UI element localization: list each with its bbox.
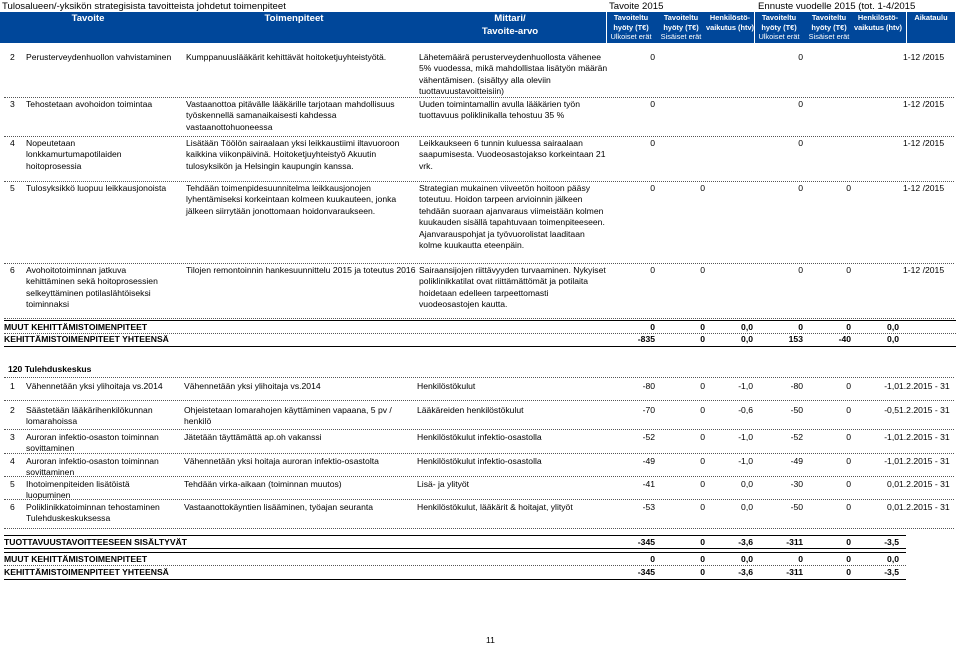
row-value: 0 (700, 502, 705, 512)
row-value: 0 (846, 405, 851, 415)
row-action: Jätetään täyttämättä ap.oh vakanssi (184, 432, 322, 442)
total-value: -3,6 (738, 537, 753, 547)
total-value: 0 (846, 537, 851, 547)
row-value: 0 (650, 138, 655, 148)
row-value: -52 (790, 432, 803, 442)
row-value: 0,0 (741, 479, 753, 489)
row-divider (4, 263, 954, 264)
row-goal: Avohoitotoiminnan jatkuva kehittäminen sekä hoitoprosessien selkeyttäminen potilaslähtöiseksi toiminnaksi (26, 265, 158, 310)
row-schedule: 1-12 /2015 (903, 99, 945, 109)
row-number: 6 (10, 502, 15, 512)
total-divider (4, 548, 906, 549)
total-divider (4, 320, 956, 321)
header-h1: Henkilöstö- vaikutus (htv) (705, 13, 755, 32)
row-value: -0,5 (884, 405, 899, 415)
row-schedule: 1.2.2015 - 31 (899, 381, 950, 391)
total-value: 0 (846, 567, 851, 577)
row-value: 0 (798, 265, 803, 275)
header-t1: Tavoiteltu hyöty (T€) Ulkoiset erät (610, 13, 652, 42)
row-value: -1,0 (738, 432, 753, 442)
row-meter: Henkilöstökulut, lääkärit & hoitajat, ylityöt (417, 502, 573, 512)
row-value: 0 (846, 381, 851, 391)
row-divider (4, 377, 954, 378)
row-schedule: 1.2.2015 - 31 (899, 405, 950, 415)
total-value: 0,0 (741, 334, 753, 344)
row-value: 0 (798, 52, 803, 62)
row-meter: Henkilöstökulut infektio-osastolla (417, 432, 542, 442)
total-value: -40 (838, 334, 851, 344)
row-action: Ohjeistetaan lomarahojen käyttäminen vapaana, 5 pv / henkilö (184, 405, 392, 427)
row-value: -1,0 (884, 432, 899, 442)
total-divider (4, 565, 906, 566)
total-value: 0 (700, 334, 705, 344)
row-schedule: 1-12 /2015 (903, 138, 945, 148)
row-divider (4, 429, 954, 430)
header-t4: Tavoiteltu hyöty (T€) Sisäiset erät (808, 13, 850, 42)
row-value: 0 (798, 99, 803, 109)
row-schedule: 1.2.2015 - 31 (899, 479, 950, 489)
total-label: KEHITTÄMISTOIMENPITEET YHTEENSÄ (4, 567, 169, 577)
header-t2: Tavoiteltu hyöty (T€) Sisäiset erät (660, 13, 702, 42)
row-number: 2 (10, 52, 15, 62)
total-value: 0 (700, 537, 705, 547)
row-value: 0 (846, 456, 851, 466)
header-h2: Henkilöstö- vaikutus (htv) (853, 13, 903, 32)
header-schedule: Aikataulu (914, 13, 948, 22)
row-value: 0 (650, 265, 655, 275)
row-meter: Lisä- ja ylityöt (417, 479, 470, 489)
total-value: 0,0 (887, 334, 899, 344)
row-value: 0,0 (741, 502, 753, 512)
row-divider (4, 528, 954, 529)
row-action: Tehdään toimenpidesuunnitelma leikkausjonojen lyhentämiseksi korkeintaan kolmeen kuukauteen, jonka jälkeen siirrytään jonottomaan hoidonvaraukseen. (186, 183, 397, 216)
total-value: 0,0 (887, 322, 899, 332)
row-goal: Perusterveydenhuollon vahvistaminen (26, 52, 172, 62)
row-meter: Sairaansijojen riittävyyden turvaaminen. Nykyiset poliklinikkatilat ovat riittämättömät ja potilaita hoidetaan edelleen tarpeettomasti vuodeosastojen kautta. (419, 265, 606, 310)
row-goal: Nopeutetaan lonkkamurtumapotilaiden hoitoprosessia (26, 138, 122, 171)
row-divider (4, 97, 954, 98)
row-value: 0 (846, 183, 851, 193)
row-meter: Henkilöstökulut infektio-osastolla (417, 456, 542, 466)
total-value: 0 (700, 567, 705, 577)
total-value: 153 (788, 334, 803, 344)
row-value: 0 (798, 183, 803, 193)
header-meter-2: Tavoite-arvo (481, 26, 539, 37)
row-action: Vastaanottoa pitävälle lääkärille tarjotaan mahdollisuus työskennellä samanaikaisesti kahdessa vastaanottohuoneessa (186, 99, 395, 132)
total-value: 0 (700, 322, 705, 332)
row-value: 0 (846, 502, 851, 512)
row-value: 0 (650, 183, 655, 193)
total-value: 0,0 (887, 554, 899, 564)
row-goal: Säästetään lääkärihenkilökunnan lomarahoissa (26, 405, 153, 427)
total-value: 0 (650, 322, 655, 332)
row-schedule: 1.2.2015 - 31 (899, 432, 950, 442)
row-value: 0 (700, 265, 705, 275)
total-value: 0 (650, 554, 655, 564)
total-value: 0 (846, 554, 851, 564)
total-label: MUUT KEHITTÄMISTOIMENPITEET (4, 322, 148, 332)
row-action: Vastaanottokäyntien lisääminen, työajan seuranta (184, 502, 374, 512)
row-goal: Tulosyksikkö luopuu leikkausjonoista (26, 183, 167, 193)
row-value: 0 (700, 479, 705, 489)
row-value: -49 (790, 456, 803, 466)
row-number: 2 (10, 405, 15, 415)
row-value: 0 (700, 405, 705, 415)
row-schedule: 1-12 /2015 (903, 52, 945, 62)
period-2015-label: Tavoite 2015 (609, 1, 664, 12)
row-value: 0 (846, 479, 851, 489)
row-meter: Lääkäreiden henkilöstökulut (417, 405, 524, 415)
total-divider (4, 535, 906, 536)
total-value: -835 (637, 334, 655, 344)
total-divider (4, 333, 956, 334)
row-meter: Lähetemäärä perusterveydenhuollosta vähenee 5% vuodessa, mikä mahdollistaa lisätyön määrän vähentämisen. (sisältyy alla oleviin tuottavuustavoitteisiin) (419, 52, 608, 97)
row-number: 5 (10, 479, 15, 489)
row-divider (4, 499, 954, 500)
total-divider (4, 579, 906, 580)
row-meter: Uuden toimintamallin avulla lääkärien työn tuottavuus poliklinikalla tehostuu 35 % (419, 99, 580, 121)
row-number: 3 (10, 99, 15, 109)
row-value: 0 (700, 456, 705, 466)
row-number: 5 (10, 183, 15, 193)
row-value: -0,6 (738, 405, 753, 415)
row-schedule: 1-12 /2015 (903, 183, 945, 193)
row-value: -1,0 (738, 381, 753, 391)
row-value: -1,0 (884, 381, 899, 391)
row-value: 0 (846, 265, 851, 275)
total-value: -345 (637, 567, 655, 577)
row-schedule: 1.2.2015 - 31 (899, 502, 950, 512)
header-goal: Tavoite (71, 13, 105, 24)
row-schedule: 1.2.2015 - 31 (899, 456, 950, 466)
total-divider (4, 552, 906, 553)
row-value: 0 (700, 183, 705, 193)
row-meter: Henkilöstökulut (417, 381, 476, 391)
row-value: 0 (846, 432, 851, 442)
row-value: -41 (642, 479, 655, 489)
page-title: Tulosalueen/-yksikön strategisista tavoitteista johdetut toimenpiteet (2, 1, 286, 12)
row-number: 6 (10, 265, 15, 275)
header-actions: Toimenpiteet (264, 13, 324, 24)
row-number: 3 (10, 432, 15, 442)
row-meter: Leikkaukseen 6 tunnin kuluessa sairaalaan saapumisesta. Vuodeosastojakso korkeintaan 21 vrk. (419, 138, 606, 171)
row-value: 0,0 (887, 502, 899, 512)
row-action: Vähennetään yksi hoitaja auroran infektio-osastolta (184, 456, 379, 466)
total-value: 0 (798, 554, 803, 564)
total-value: 0 (700, 554, 705, 564)
total-label: MUUT KEHITTÄMISTOIMENPITEET (4, 554, 148, 564)
row-action: Kumppanuuslääkärit kehittävät hoitoketjuyhteistyötä. (186, 52, 387, 62)
total-label: TUOTTAVUUSTAVOITTEESEEN SISÄLTYVÄT (4, 537, 188, 547)
row-goal: Ihotoimenpiteiden lisätöistä luopuminen (26, 479, 130, 501)
row-goal: Vähennetään yksi ylihoitaja vs.2014 (26, 381, 163, 391)
total-value: 0 (846, 322, 851, 332)
row-meter: Strategian mukainen viiveetön hoitoon pääsy toteutuu. Hoidon tarpeen arvioinnin jälkeen tehdään suoraan ajanvaraus viimeistään kolmen kuukauden sisällä tapahtuvaan toimenpiteeseen. Ajanvarauspohjat ja työvuorolistat laaditaan kolme kuukautta eteenpäin. (419, 183, 605, 251)
row-action: Tilojen remontoinnin hankesuunnittelu 2015 ja toteutus 2016 (186, 265, 416, 275)
section-title: 120 Tulehduskeskus (8, 364, 92, 374)
header-meter-1: Mittari/ (494, 13, 526, 24)
row-divider (4, 318, 954, 319)
row-goal: Poliklinikkatoiminnan tehostaminen Tulehduskeskuksessa (26, 502, 160, 524)
total-label: KEHITTÄMISTOIMENPITEET YHTEENSÄ (4, 334, 169, 344)
total-value: -311 (786, 537, 803, 547)
page-number: 11 (486, 635, 495, 645)
row-number: 4 (10, 138, 15, 148)
row-goal: Auroran infektio-osaston toiminnan sovittaminen (26, 456, 159, 478)
total-value: -3,5 (884, 537, 899, 547)
row-value: -52 (642, 432, 655, 442)
total-divider (4, 346, 956, 347)
row-value: 0 (700, 381, 705, 391)
row-value: 0,0 (887, 479, 899, 489)
total-value: -345 (637, 537, 655, 547)
row-value: 0 (650, 99, 655, 109)
row-divider (4, 136, 954, 137)
row-value: -80 (642, 381, 655, 391)
row-divider (4, 476, 954, 477)
row-action: Tehdään virka-aikaan (toiminnan muutos) (184, 479, 342, 489)
row-number: 1 (10, 381, 15, 391)
header-t3: Tavoiteltu hyöty (T€) Ulkoiset erät (758, 13, 800, 42)
row-value: -30 (790, 479, 803, 489)
total-value: -3,6 (738, 567, 753, 577)
total-value: 0 (798, 322, 803, 332)
total-value: 0,0 (741, 554, 753, 564)
row-value: 0 (700, 432, 705, 442)
row-number: 4 (10, 456, 15, 466)
row-value: -49 (642, 456, 655, 466)
row-value: 0 (650, 52, 655, 62)
row-value: -53 (642, 502, 655, 512)
row-value: -50 (790, 502, 803, 512)
row-goal: Auroran infektio-osaston toiminnan sovittaminen (26, 432, 159, 454)
row-value: -80 (790, 381, 803, 391)
row-schedule: 1-12 /2015 (903, 265, 945, 275)
row-value: -1,0 (738, 456, 753, 466)
row-divider (4, 181, 954, 182)
row-action: Lisätään Töölön sairaalaan yksi leikkaustiimi iltavuoroon kaikkina viikonpäivinä. Hoitoketjuyhteistyö Akuutin tulosyksikön ja Helsingin kaupungin kanssa. (186, 138, 400, 171)
row-value: -50 (790, 405, 803, 415)
row-value: -1,0 (884, 456, 899, 466)
row-value: 0 (798, 138, 803, 148)
period-forecast-label: Ennuste vuodelle 2015 (tot. 1-4/2015 (758, 1, 916, 12)
row-action: Vähennetään yksi ylihoitaja vs.2014 (184, 381, 321, 391)
total-value: -311 (786, 567, 803, 577)
row-goal: Tehostetaan avohoidon toimintaa (26, 99, 153, 109)
total-value: 0,0 (741, 322, 753, 332)
total-value: -3,5 (884, 567, 899, 577)
row-divider (4, 453, 954, 454)
row-divider (4, 400, 954, 401)
row-value: -70 (642, 405, 655, 415)
